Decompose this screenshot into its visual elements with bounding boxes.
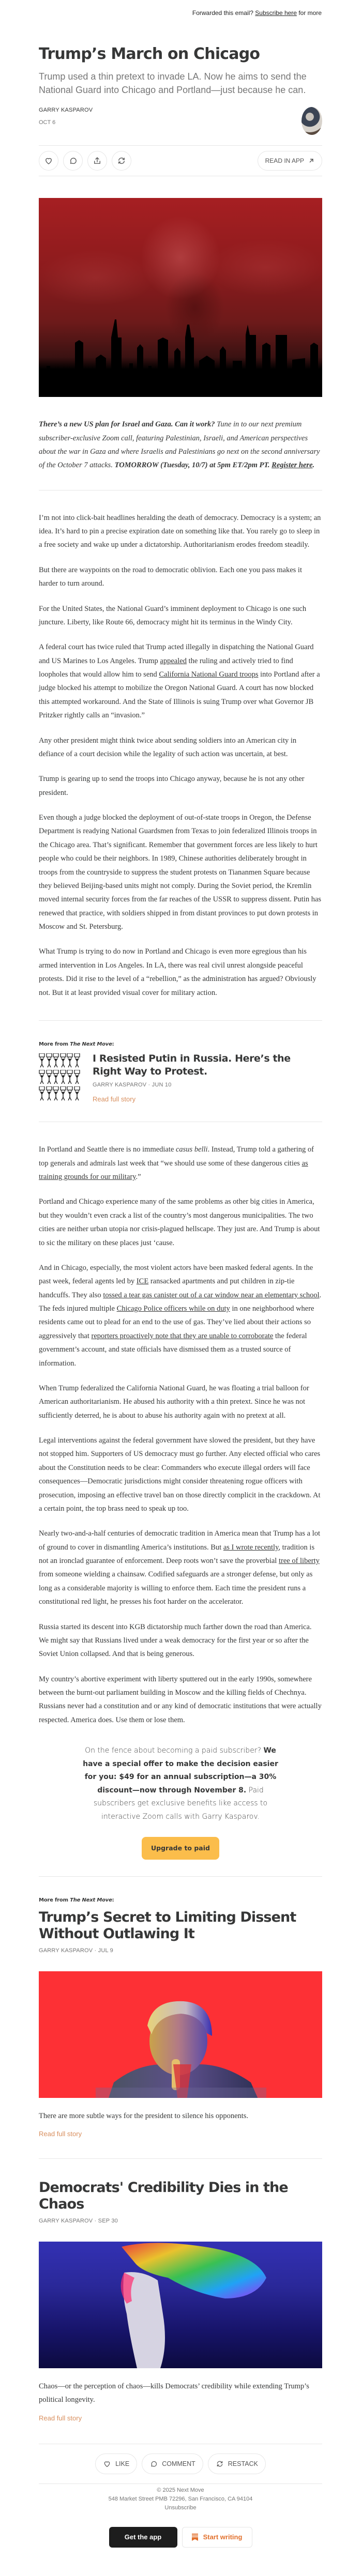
promo-end: . [312,461,315,470]
text: Nearly two-and-a-half centuries of democratic tradition in America mean that Trump has a lot of ground to cover in dismantling America’s institutions. But [39,1529,320,1552]
paragraph: I’m not into click-bait headlines heralding the death of democracy. Democracy is a system; an idea. It’s hard to pin a precise expiration date on something like that. You rarely go to sleep in a free society and wake up under a dictatorship. Authoritarianism erodes freedom steadily. [39,513,321,549]
footer-actions [39,2454,322,2474]
more-from-label [39,1041,322,1047]
comment-icon [68,156,78,165]
paragraph: Legal interventions against the federal government have slowed the president, but they have not stopped him. Supporters of US democracy must go further. Any elected official who cares about the Constitution needs to be clear: Commanders who execute illegal orders will face consequences—Democratic jurisdictions might consider threatening rogue officers with prosecution, imposing an effective travel ban on those directly complicit in the crackdown. At a certain point, the top brass need to speak up too. [39,1436,321,1513]
read-full-story-link[interactable]: Read full story [93,1095,136,1103]
related-meta: GARRY KASPAROV · JUL 9 [39,1947,113,1954]
start-writing-button[interactable] [182,2527,252,2548]
police-officers-link[interactable]: Chicago Police officers while on duty [116,1305,230,1313]
promo-lead: There’s a new US plan for Israel and Gaza. Can it work? [39,420,215,429]
promo-when: TOMORROW (Tuesday, 10/7) at 5pm ET/2pm PT. [114,461,270,470]
reporters-link[interactable]: reporters proactively note that they are unable to corroborate [91,1331,274,1340]
external-arrow-icon [308,158,314,164]
paragraph [39,1527,322,1608]
promo-text: Tune in to our next premium subscriber-exclusive Zoom call, featuring Palestinian, Israeli, and American perspectives about the war in Gaza and where Israelis and Palestinians go next on the second anniversary of the October 7 attacks. [39,420,320,470]
register-link[interactable]: Register here [272,461,313,470]
ice-link[interactable]: ICE [136,1277,149,1286]
restack-pill-button[interactable] [208,2454,266,2474]
tree-of-liberty-link[interactable]: tree of liberty [278,1557,320,1566]
protester-figure-icon [67,1069,73,1085]
paragraph: But there are waypoints on the road to democratic oblivion. Each one you pass makes it harder to turn around. [39,565,302,588]
like-pill-button[interactable] [95,2454,137,2474]
heart-icon [103,2460,111,2468]
protester-figure-icon [46,1052,53,1068]
text: from someone wielding a chainsaw. Codified safeguards are a stronger defense, but only as long as a considerable majority is willing to enforce them. Each time the president runs a constitutional red light, he presses his foot harder on the accelerator. [39,1570,313,1606]
text: in one neighborhood where residents came out to plead for an end to the use of gas. They’ve lied about their actions so aggressively that [39,1305,314,1340]
label-suffix: : [112,1897,114,1903]
related-post-2 [39,1897,322,2139]
publication-name: The Next Move [70,1041,112,1047]
related-description: There are more subtle ways for the president to silence his opponents. [39,2111,249,2120]
protester-figure-icon [74,1052,81,1068]
paragraph: Any other president might think twice about sending soldiers into an American city in defiance of a court decision while the legality of such action was uncertain, at best. [39,736,297,758]
related-post-1 [39,1041,322,1104]
more-from-label [39,1897,322,1903]
related-thumbnail[interactable] [39,1052,80,1102]
post-actions [39,146,322,176]
read-in-app-button[interactable] [258,151,322,171]
paragraph: Russia started its descent into KGB dictatorship much farther down the road than America. We might say that Russians lived under a weak democracy for the first year or so after the Soviet Union collapsed. And that is being generous. [39,1622,312,1659]
text: , tradition is not an ironclad guarantee of enforcement. Deep roots won’t save the proverbial [39,1543,315,1566]
text: the ruling and actively tried to find loopholes that would allow him to send [39,656,293,679]
comment-pill-button[interactable] [142,2454,203,2474]
protester-figure-icon [60,1086,67,1102]
restack-label: RESTACK [228,2460,258,2467]
protester-figure-icon [39,1052,46,1068]
paragraph [39,640,322,722]
paragraph: When Trump federalized the California National Guard, he was floating a trial balloon for American authoritarianism. He abused his authority with a thin pretext. Since he was not sufficiently deterred, he is about to abuse his authority again with no pretext at all. [39,1384,309,1420]
emphasis: casus belli [175,1145,208,1154]
protester-figure-icon [67,1052,73,1068]
byline [39,107,322,135]
related-post-3 [39,2180,322,2422]
protester-figure-icon [53,1069,59,1085]
read-in-app-label: READ IN APP [265,157,304,165]
author-name[interactable]: GARRY KASPAROV [39,107,93,114]
footer-info [39,2486,322,2512]
portrait-figure [96,1987,266,2098]
related-title[interactable]: Democrats' Credibility Dies in the Chaos [39,2180,288,2212]
protester-figure-icon [46,1086,53,1102]
chicago-skyline [39,314,322,397]
text: the federal government’s account, and state officials have dismissed them as a trusted source of information. [39,1331,307,1368]
related-image[interactable] [39,2242,322,2368]
hero-image[interactable] [39,198,322,397]
like-button[interactable] [39,151,58,171]
text: . Instead, Trump told a gathering of top generals and admirals last week that “we should use some of these dangerous cities [39,1145,314,1168]
upgrade-to-paid-button[interactable]: Upgrade to paid [142,1837,219,1860]
text: into Portland after a judge blocked his attempt to mobilize the Oregon National Guard. A court has now blocked this attempted workaround. And the State of Illinois is suing Trump over what Governor JB Pritzker rightly calls an “invasion.” [39,670,320,720]
forward-text: Forwarded this email? [192,9,255,17]
paragraph [39,1143,322,1184]
california-guard-link[interactable]: California National Guard troops [159,670,259,679]
text: ransacked apartments and put children in zip-tie handcuffs. They also [39,1277,295,1299]
publication-name: The Next Move [70,1897,112,1903]
paragraph: For the United States, the National Guard’s imminent deployment to Chicago is one such juncture. Liberty, like Route 66, democracy might hit its terminus in the Windy City. [39,604,307,626]
protester-figure-icon [67,1086,73,1102]
divider [39,2158,322,2159]
copyright: © 2025 Next Move [157,2487,204,2493]
related-title[interactable]: Trump’s Secret to Limiting Dissent Without Outlawing It [39,1909,296,1942]
label-suffix: : [112,1041,114,1047]
article-body-part-2 [39,1143,322,1727]
restack-icon [117,156,126,165]
paragraph: Trump is gearing up to send the troops into Chicago anyway, because he is not any other president. [39,775,305,797]
text: In Portland and Seattle there is no immediate [39,1145,176,1154]
post-date: OCT 6 [39,119,56,126]
protester-figure-icon [53,1086,59,1102]
text: And in Chicago, especially, the most violent actors have been masked federal agents. In the past week, federal agents led by [39,1263,313,1286]
paragraph: My country’s abortive experiment with liberty sputtered out in the early 1990s, somewhere between the burnt-out parliament building in Moscow and the killing fields of Chechnya. Russians never had a constitution and or any kind of democratic institutions that were actually respected. America does. Use them or lose them. [39,1675,322,1724]
protester-figure-icon [39,1086,46,1102]
like-label: LIKE [115,2460,130,2467]
restack-button[interactable] [112,151,131,171]
tear-gas-link[interactable]: tossed a tear gas canister out of a car window near an elementary school [103,1291,320,1299]
paragraph: Even though a judge blocked the deployment of out-of-state troops in Oregon, the Defense Department is readying National Guardsmen from Texas to join federalized Illinois troops in the Chicago area. That’s significant. Remember that government forces are less likely to hurt people who could be their neighbors. In 1989, Chinese authorities deliberately brought in troops from the countryside to suppress the student protests on Tiananmen Square because they believed Beijing-based units might not comply. During the Soviet period, the Kremlin moved internal security forces from the far reaches of the USSR to suppress dissent. Putin has renewed that practice, with soldiers shipped in from distant provinces to put down protests in Moscow and St. Petersburg. [39,814,322,931]
restack-icon [216,2460,224,2468]
footer-buttons [39,2527,322,2568]
cta-offer: We have a special offer to make the decision easier for you: $49 for an annual subscription—a 30% discount—now through November 8. [83,1746,278,1795]
content-column [39,45,322,2568]
paragraph: What Trump is trying to do now in Portland and Chicago is even more egregious than his armed intervention in Los Angeles. In LA, there was real civil unrest alongside peaceful protests. Did it rise to the level of a “rebellion,” as the administration has argued? Obviously not. But it at least provided visual cover for military action. [39,947,316,997]
text: A federal court has twice ruled that Trump acted illegally in dispatching the National Guard and US Marines to Los Angeles. Trump [39,643,314,665]
forward-notice [0,0,362,21]
read-full-story-link[interactable]: Read full story [39,2130,82,2138]
comment-button[interactable] [63,151,83,171]
protester-figure-icon [60,1052,67,1068]
label-prefix: More from [39,1897,70,1903]
comment-label: COMMENT [162,2460,195,2467]
share-button[interactable] [87,151,107,171]
related-image[interactable] [39,1971,322,2098]
heart-icon [44,156,53,165]
as-i-wrote-link[interactable]: as I wrote recently [223,1543,279,1552]
comment-icon [149,2460,158,2468]
training-grounds-link[interactable]: as training grounds for our military [39,1159,308,1182]
paragraph: Portland and Chicago experience many of the same problems as other big cities in America, but they wouldn’t even crack a list of the country’s most dangerous municipalities. The two cities are neither urban utopia nor crisis-plagued hellscape. They just are. And Trump is about to sic the military on these places just ‘cause. [39,1198,320,1247]
post-title[interactable]: Trump’s March on Chicago [39,45,260,63]
subscribe-link[interactable]: Subscribe here [255,9,297,17]
protester-figure-icon [46,1069,53,1085]
divider [39,1020,322,1021]
text: .” [135,1173,141,1182]
related-title[interactable]: I Resisted Putin in Russia. Here’s the Right Way to Protest. [93,1052,291,1077]
label-prefix: More from [39,1041,70,1047]
get-the-app-button[interactable]: Get the app [109,2527,177,2548]
protester-figure-icon [74,1086,81,1102]
share-icon [93,156,102,165]
appealed-link[interactable]: appealed [160,656,187,665]
divider [39,2483,322,2484]
related-meta: GARRY KASPAROV · SEP 30 [39,2217,118,2224]
divider [39,1876,322,1877]
protester-figure-icon [74,1069,81,1085]
address: 548 Market Street PMB 72296, San Francisco, CA 94104 [108,2495,253,2502]
protester-figure-icon [60,1069,67,1085]
paragraph [39,1261,322,1370]
text: . The feds injured multiple [39,1291,322,1313]
start-writing-label: Start writing [203,2533,243,2541]
related-meta: GARRY KASPAROV · JUN 10 [93,1082,172,1088]
protester-figure-icon [39,1069,46,1085]
cta-benefits: Paid subscribers get exclusive benefits like access to interactive Zoom calls with Garry Kasparov. [93,1786,268,1821]
cta-text: On the fence about becoming a paid subscriber? [85,1746,264,1755]
author-avatar[interactable] [301,107,322,135]
promo-paragraph [39,418,322,472]
related-description: Chaos—or the perception of chaos—kills Democrats’ credibility while extending Trump’s political longevity. [39,2382,309,2404]
article-body-part-1 [39,511,322,1000]
substack-logo-icon [192,2534,198,2541]
post-subtitle: Trump used a thin pretext to invade LA. Now he aims to send the National Guard into Chicago and Portland—just because he can. [39,71,307,96]
forward-suffix: for more [296,9,322,17]
chaos-figure [39,2242,322,2368]
subscribe-cta [77,1744,284,1860]
read-full-story-link[interactable]: Read full story [39,2414,82,2422]
protester-figure-icon [53,1052,59,1068]
unsubscribe-link[interactable]: Unsubscribe [164,2504,197,2511]
